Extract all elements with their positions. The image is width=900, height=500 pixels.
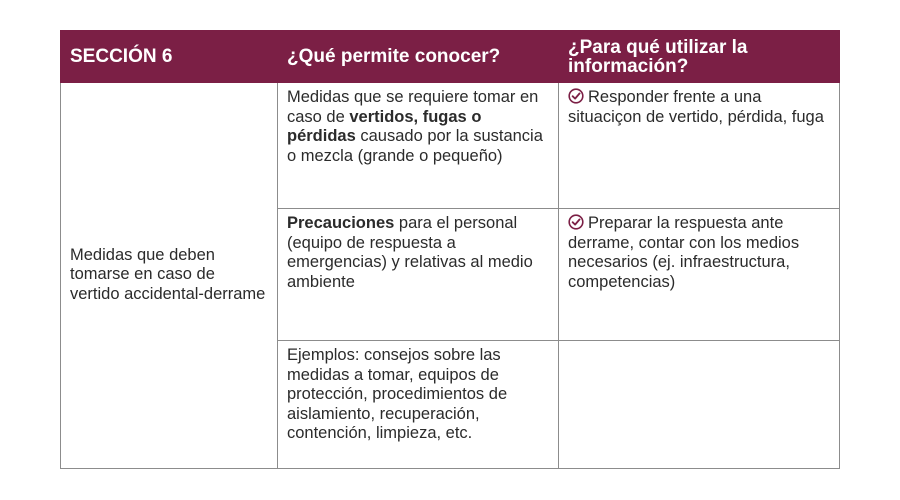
header-section: SECCIÓN 6	[61, 31, 278, 83]
what-bold: vertidos, fugas o pérdidas	[287, 107, 482, 145]
why-cell	[559, 83, 840, 209]
check-circle-icon	[568, 88, 584, 104]
header-what: ¿Qué permite conocer?	[278, 31, 559, 83]
what-cell: Ejemplos: consejos sobre las medidas a tomar, equipos de protección, procedimientos de aislamiento, recuperación, contención, limpieza, etc.	[278, 341, 559, 469]
table-row	[61, 83, 840, 209]
what-text: Medidas que se requiere tomar en caso de	[287, 88, 539, 126]
why-cell	[559, 341, 840, 469]
what-text: para el personal (equipo de respuesta a emergencias) y relativas al medio ambiente	[287, 214, 533, 291]
why-cell	[559, 209, 840, 341]
header-why: ¿Para qué utilizar la información?	[559, 31, 840, 83]
check-circle-icon	[568, 214, 584, 230]
sds-section-table	[60, 30, 840, 469]
why-text: Preparar la respuesta ante derrame, contar con los medios necesarios (ej. infraestructura, competencias)	[568, 214, 800, 291]
what-bold: Precauciones	[287, 214, 395, 232]
what-cell	[278, 83, 559, 209]
table-header-row	[61, 31, 840, 83]
section-label: Medidas que deben tomarse en caso de vertido accidental-derrame	[61, 83, 278, 469]
what-text: causado por la sustancia o mezcla (grande o pequeño)	[287, 127, 543, 165]
what-cell	[278, 209, 559, 341]
why-text: Responder frente a una situaciçon de vertido, pérdida, fuga	[568, 88, 824, 126]
